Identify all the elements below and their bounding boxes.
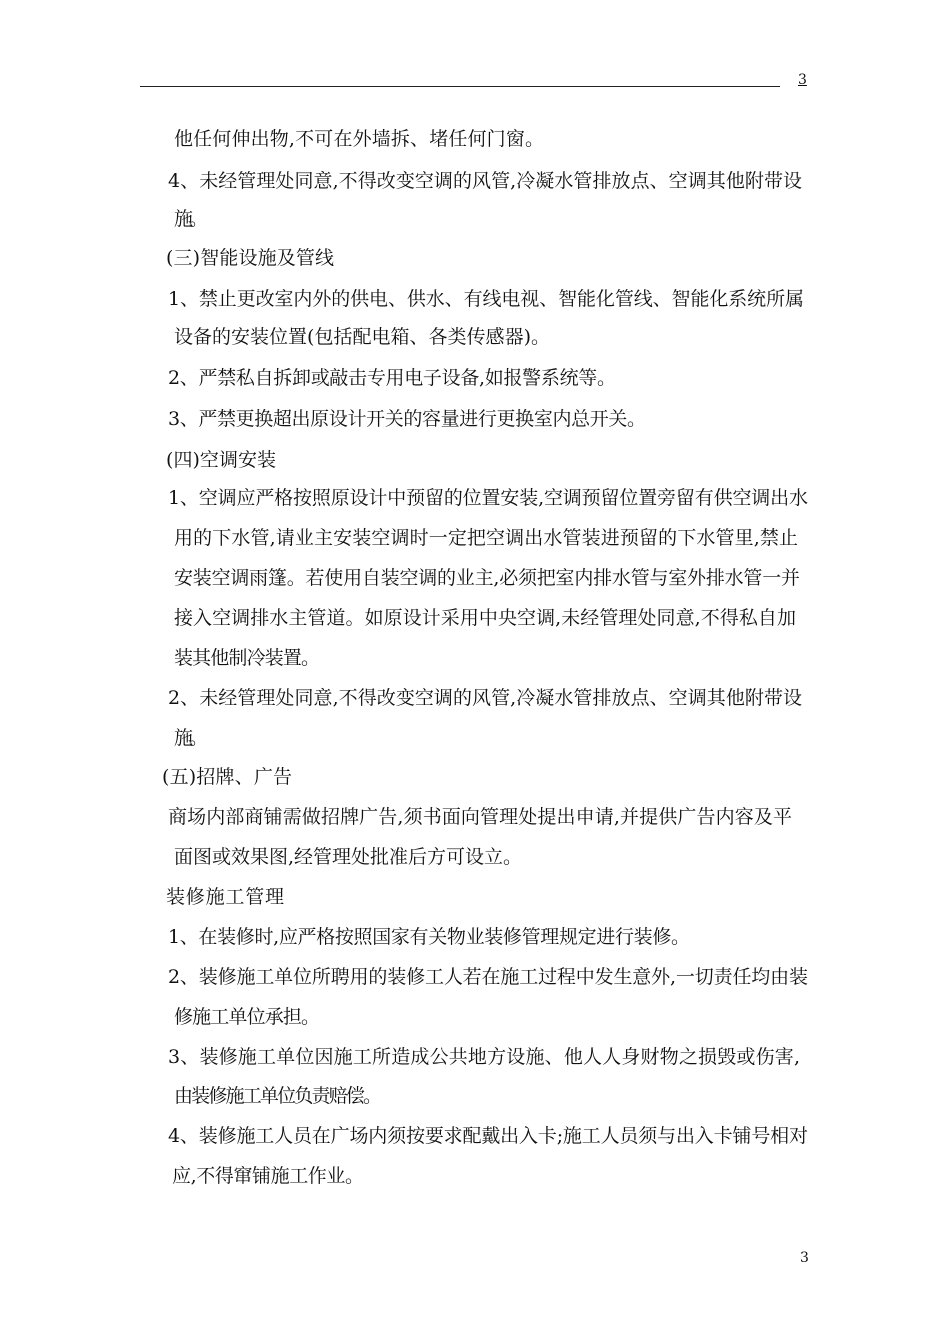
body-line: 3、严禁更换超出原设计开关的容量进行更换室内总开关。 <box>168 408 646 430</box>
body-line: 由装修施工单位负责赔偿。 <box>174 1085 381 1107</box>
body-line: 3、装修施工单位因施工所造成公共地方设施、他人人身财物之损毁或伤害, <box>168 1046 801 1068</box>
body-line: 4、未经管理处同意,不得改变空调的风管,冷凝水管排放点、空调其他附带设 <box>168 170 803 192</box>
body-line: 商场内部商铺需做招牌广告,须书面向管理处提出申请,并提供广告内容及平 <box>168 806 793 828</box>
body-line: 修施工单位承担。 <box>174 1006 320 1028</box>
body-line: 1、空调应严格按照原设计中预留的位置安装,空调预留位置旁留有供空调出水 <box>168 487 808 509</box>
body-line: 4、装修施工人员在广场内须按要求配戴出入卡;施工人员须与出入卡铺号相对 <box>168 1125 808 1147</box>
body-line: 他任何伸出物,不可在外墙拆、堵任何门窗。 <box>174 128 545 150</box>
section-heading: (五)招牌、广告 <box>162 766 293 788</box>
footer-page-number: 3 <box>800 1250 809 1266</box>
body-line: 接入空调排水主管道。如原设计采用中央空调,未经管理处同意,不得私自加 <box>174 607 797 629</box>
header-rule <box>140 86 780 87</box>
body-line: 装其他制冷装置。 <box>174 647 320 669</box>
section-heading: (四)空调安装 <box>166 449 277 471</box>
body-line: 应,不得窜铺施工作业。 <box>172 1165 364 1187</box>
section-heading: 装修施工管理 <box>166 886 285 908</box>
body-line: 用的下水管,请业主安装空调时一定把空调出水管装进预留的下水管里,禁止 <box>174 527 799 549</box>
body-line: 施。 <box>174 727 204 749</box>
body-line: 施。 <box>174 208 204 230</box>
body-line: 设备的安装位置(包括配电箱、各类传感器)。 <box>174 326 551 348</box>
body-line: 面图或效果图,经管理处批准后方可设立。 <box>174 846 522 868</box>
body-line: 1、禁止更改室内外的供电、供水、有线电视、智能化管线、智能化系统所属 <box>168 288 804 310</box>
body-line: 安装空调雨篷。若使用自装空调的业主,必须把室内排水管与室外排水管一并 <box>174 567 800 589</box>
body-line: 2、严禁私自拆卸或敲击专用电子设备,如报警系统等。 <box>168 367 616 389</box>
body-line: 2、装修施工单位所聘用的装修工人若在施工过程中发生意外,一切责任均由装 <box>168 966 808 988</box>
body-line: 2、未经管理处同意,不得改变空调的风管,冷凝水管排放点、空调其他附带设 <box>168 687 803 709</box>
header-page-number: 3 <box>798 72 807 88</box>
section-heading: (三)智能设施及管线 <box>166 247 335 269</box>
body-line: 1、在装修时,应严格按照国家有关物业装修管理规定进行装修。 <box>168 926 690 948</box>
